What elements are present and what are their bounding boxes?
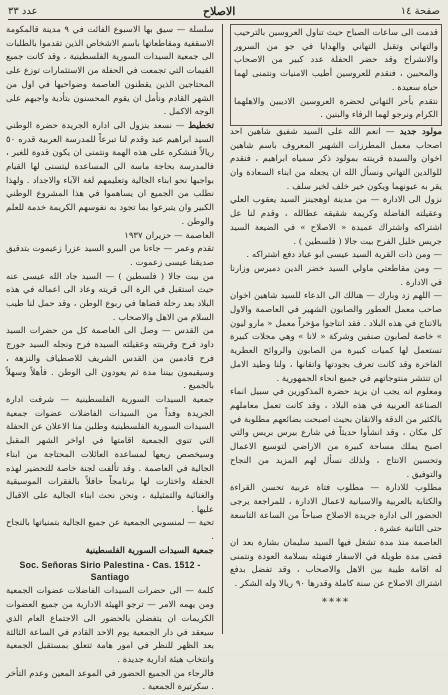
left-paragraph-2: — نسعد بنزول الى ادارة الجريدة حضرة الوطني السيد ابراهيم عيد وقدم لنا تبرعاً للمدرسة العربية قدره ٥٠ ريالاً فنشكره على هذه الهمة ونتمنى ان يكون قدوة للغير ، فالمدرسة بحاجة ماسة الى المساعدة ليتسنى لها القيام بواجبها نحو ابناء الجالية وتعليمهم لغة الآباء والاجداد . ولهذا نطلب من الجميع ان يساهموا في هذا المشروع الوطني الكبير وان يتبرعوا بما تجود به نفوسهم الكريمة خدمة للعلم والوطن . [6,120,214,227]
right-paragraph-5: — ومن ذات القرية السيد عيسى ابو عياد دفع اشتراكه . [246,250,442,261]
right-paragraph-10: العاصمة منذ مدة تشغل فيها السيد سليمان بشارة بعد ان قضى مدة طويلة في الاسفار فنهنئه بسلامة العودة ونتمنى له اقامة طيبة بين الاهل والاصحاب ، وقد تفضل بدفع اشتراك الاصلاح عن سنة كاملة وقدرها ٩٠ ريالا وله الشكر . [230,538,442,590]
column-divider [222,24,223,634]
left-paragraph-8: كلمة — الى حضرات السيدات الفاضلات عضوات الجمعية ومن يهمه الامر — ترجو الهيئة الادارية من جميع العضوات الكريمات ان يتفضلن بالحضور الى الاجتماع العام الذي سيعقد في دار الجمعية يوم الاحد القادم في الساعة الثالثة بعد الظهر للنظر في امور هامة تتعلق بمستقبل الجمعية وانتخاب هيئة ادارية جديدة . [6,586,214,665]
left-paragraph-5: من القدس — وصل الى العاصمة كل من حضرات السيد داود فرح وقرينته وعقيلته السيدة فرح ونجله السيد جورج فرح قادمين من القدس الشريف للاصطياف والنزهة ، وسيقيمون بيننا مدة ثم يعودون الى الوطن . فأهلاً وسهلاً بالجميع . [6,326,214,392]
left-heading-2: تخطيط [188,120,215,131]
left-paragraph-1: سلسلة — سيق بها الاسبوع الفائت في ٩ مدينة قالمكومة الاسقفية ومقاطعاتها باسم الاشخاص الذين تقدموا بالطلبات الى جمعية السيدات السورية الفلسطينية ، وقد كانت جميع القيمات التي تجمعت في الحفلة من الاستثمارات توزع على المحتاجين الذين يقطنون العاصمة وضواحيها في اول من الشهر القادم ونأمل ان يقوم المحسنون بتأدية واجبهم على الوجه الاكمل . [6,25,214,118]
left-paragraph-3: تقدم وعمر — جاءنا من البيرو السيد عزرا زعيموت بتدقيق صديقنا عيسى زعموت . [6,244,214,268]
page-header [8,3,440,20]
organization-name: جمعية السيدات السورية الفلسطينية [85,545,214,556]
dateline: العاصمة — حزيران ١٩٣٧ [124,230,214,241]
left-paragraph-9: فالرجاء من الجميع الحضور في الموعد المعين وعدم التأخر . سكرتيرة الجمعية . [6,668,214,693]
section-end-stars: **** [322,596,350,608]
page-number: صفحة ١٤ [400,5,440,17]
right-paragraph-8: ومعلوم انه يجب ان يزيد حضرة المذكورين في سبيل انماء الصناعة العربية في هذه البلاد ، وقد كانت تعمل معاملهم بالكثير من الدقة والاتقان بحيث اصبحت بضائعهم مطلوبة في كل مكان ، وقد انشأوا حديثاً في شارع بيرس بريس والتي اصبح يملك مساحة كبيرة من الاراضي لتوسيع الاعمال وتحسين الانتاج ، ولذلك نسأل لهم المزيد من النجاح والتوفيق . [230,387,442,480]
right-column [230,24,442,636]
issue-number: عدد ٣٣ [8,5,38,17]
right-paragraph-1: قدمت الى ساعات الصباح حيث تناول العروسين بالترحيب والتهاني وتقبل التهاني والهدايا في جو من السرور والانشراح وقد حضر الحفلة عدد كبير من الاصحاب والمحبين ، فنقدم للعروسين أطيب الامنيات ونتمنى لهما حياة سعيدة . [234,28,438,93]
right-paragraph-9: مطلوب للادارة — مطلوب فتاة عربية تحسن القراءة والكتابة بالعربية والاسبانية لاعمال الادارة ، للمراجعة يرجى الحضور الى ادارة جريدة الاصلاح صباحاً من الساعة التاسعة حتى الثانية عشرة . [230,483,442,535]
right-paragraph-4: نزول الى الادارة — من مدينة اوهجينز السيد يعقوب العلي وعقيلته الفاضلة وكريمة شقيقه عطالله ، وقدم لنا عل اشتراكه واشتراك عميدة « الاصلاح » في الضيعة السيد جريس خليل الفرح بيت جالا ( فلسطين ) . [230,195,442,247]
right-paragraph-2: نتقدم بأحر التهاني لحضرة العروسين الاديبين والاهلهما الكرام ونرجو لهما الرفاء والبنين . [234,96,438,121]
left-paragraph-7: تحية — لمنسوبي الجمعية عن جميع الجالية بتمنياتها بالنجاح . [6,518,214,543]
birth-notice-text: — انعم الله على السيد شفيق شاهين احد اصحاب معمل المطرزات الشهير المعروف باسم شاهين اخوان والسيدة قرينته بمولود ذكر سمياه ابراهيم ، فنقدم للوالدين التهاني ونسأل الله ان يجعله من ابناء السعادة وان يقر به عيونهما ويكون خير خلف لخير سلف . [230,126,442,192]
newspaper-title: الاصلاح [202,4,236,18]
left-paragraph-4: من بيت جالا ( فلسطين ) — السيد جاد الله عيسى عنه حيث استقبل في الرة الى قريته وعاد الى اعماله في هذه البلاد بعد رحلة قضاها في ربوع الوطن ، وقد حمل لنا طيب السلام من الاهل والاصحاب . [6,271,214,323]
left-column [6,24,215,693]
left-paragraph-6: جمعية السيدات السورية الفلسطينية — شرفت ادارة الجريدة وفداً من السيدات الفاضلات عضوات جمعية السيدات السورية الفلسطينية وطلبن منا الاعلان عن الحفلة التي تنوي الجمعية اقامتها في اواخر الشهر المقبل وسيخصص ريعها لمساعدة العائلات المحتاجة من ابناء الجالية في العاصمة . وقد تألفت لجنة خاصة للتحضير لهذه الحفلة واختارت لها برنامجاً حافلاً بالفقرات الموسيقية والغنائية والتمثيلية ، ونحن نحث ابناء الجالية على الاقبال عليها . [6,394,214,515]
birth-notice-title: مولود جديد [399,126,442,137]
boxed-notice [230,24,442,126]
right-paragraph-7: — اللهم زد وبارك — هنالك الى الدعاء للسيد شاهين اخوان صاحب معمل العطور والصابون الشهير في العاصمة والاول بالانتاج في هذه البلاد . فقد انتاجوا مؤخراً معمل « مارو ليون » خاصة لصابون صنفين وشركة « لانا » وهي محلات كبيرة تستعمل لها كميات كبيرة من الصابون والروائح العطرية الفاخرة وقد كانت تعرف بجودتها واتقانها ، ولنا وطيد الامل ان تنتشر منتوجاتهم في جميع انحاء الجمهورية . [230,291,442,384]
spanish-address-line: Soc. Señoras Sirio Palestina - Cas. 1512 - Santiago [19,560,201,583]
right-paragraph-6: — ومن مقاطعتي ماولي السيد خضر الدين دميرس وزارنا في الادارة . [230,263,442,288]
